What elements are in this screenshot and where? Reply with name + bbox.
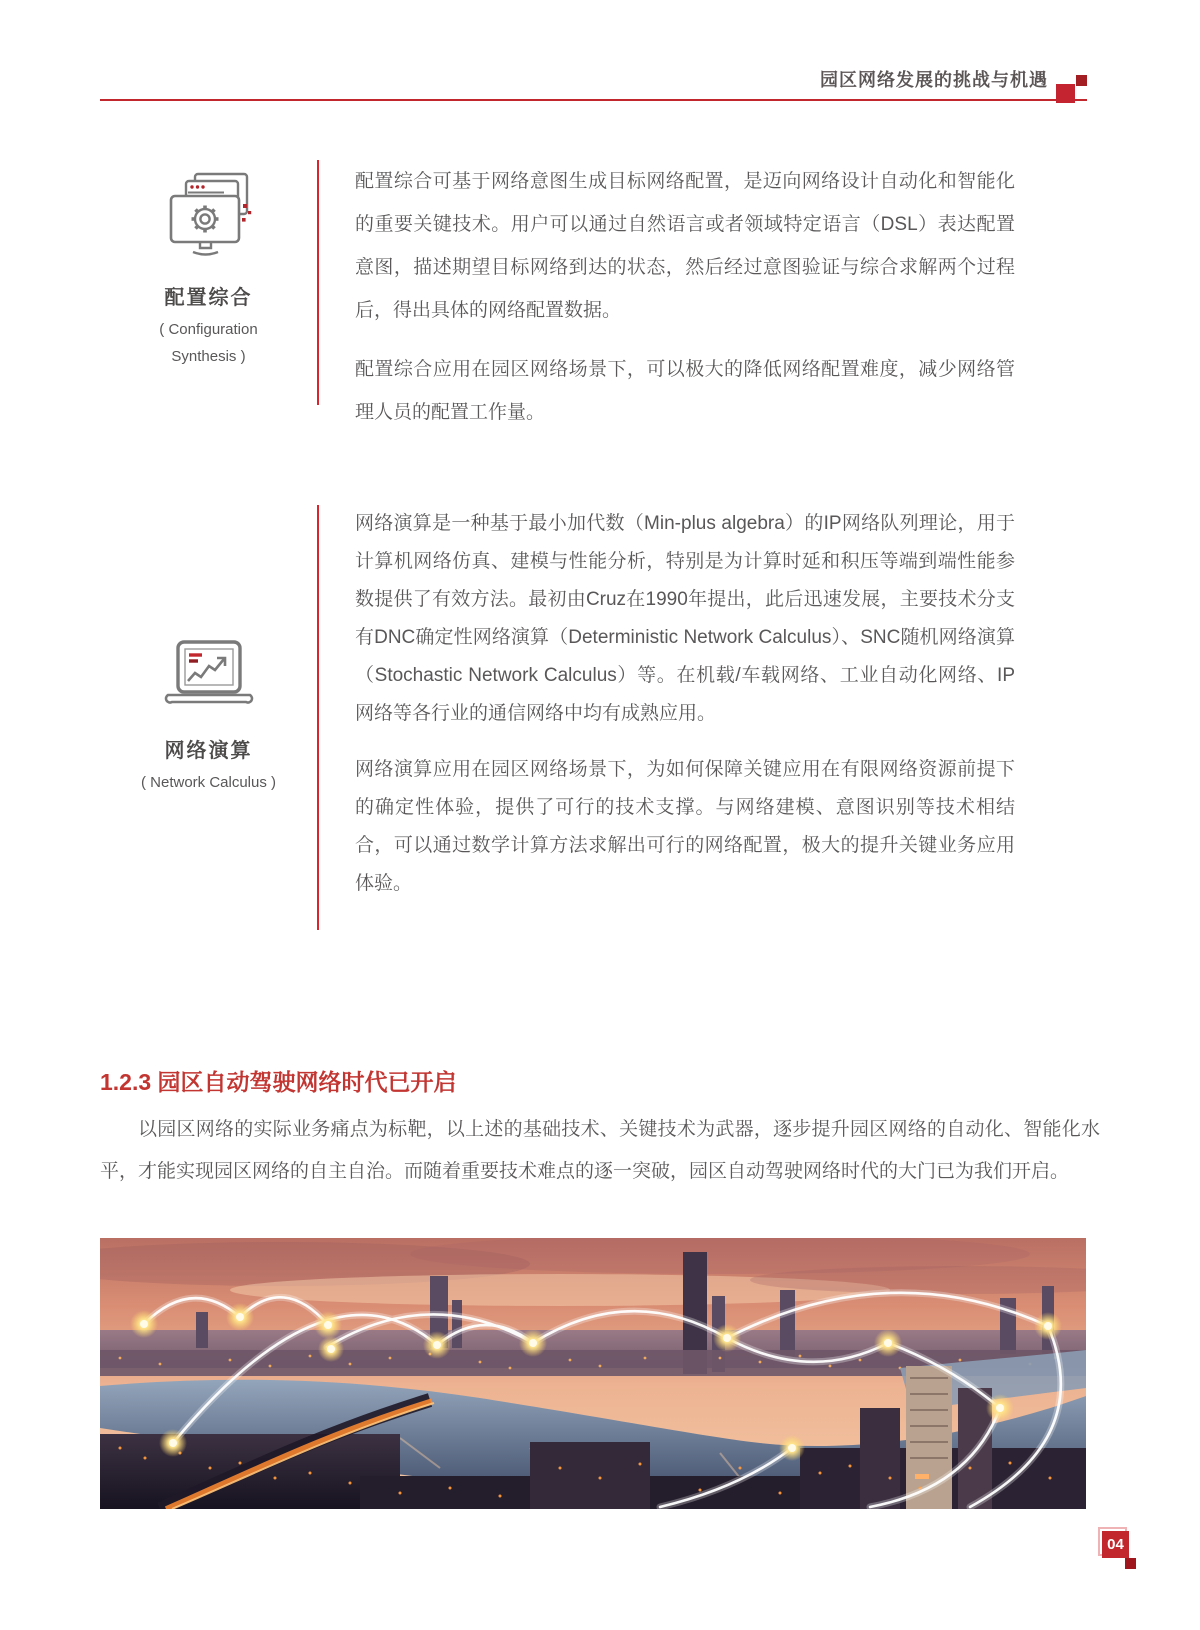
tech-item-network-calculus (100, 505, 1100, 930)
tech-paragraphs (355, 160, 1015, 434)
tech-title-en: ( Configuration Synthesis ) (159, 321, 258, 365)
red-divider (317, 505, 319, 930)
section-heading: 1.2.3 园区自动驾驶网络时代已开启 (100, 1069, 457, 1096)
paragraph: 配置综合应用在园区网络场景下，可以极大的降低网络配置难度，减少网络管理人员的配置工作量。 (355, 359, 1015, 423)
paragraph: 网络演算应用在园区网络场景下，为如何保障关键应用在有限网络资源前提下的确定性体验，提供了可行的技术支撑。与网络建模、意图识别等技术相结合，可以通过数学计算方法求解出可行的网络配置，极大的提升关键业务应用体验。 (355, 759, 1015, 894)
tech-title-zh: 配置综合 (164, 287, 253, 309)
network-calculus-icon-column (100, 505, 317, 930)
header-rule (100, 99, 1087, 101)
tech-paragraphs (355, 505, 1015, 903)
section-body: 以园区网络的实际业务痛点为标靶，以上述的基础技术、关键技术为武器，逐步提升园区网络的自动化、智能化水平，才能实现园区网络的自主自治。而随着重要技术难点的逐一突破，园区自动驾驶网络时代的大门已为我们开启。 (100, 1119, 1100, 1182)
header-deco-square-big (1056, 84, 1075, 103)
configuration-synthesis-icon (163, 170, 255, 267)
running-header-title: 园区网络发展的挑战与机遇 (820, 70, 1048, 90)
page-number-badge (1098, 1527, 1140, 1571)
red-divider (317, 160, 319, 405)
network-calculus-icon (159, 639, 259, 720)
tech-item-configuration-synthesis (100, 160, 1100, 423)
page-badge-corner-square (1125, 1558, 1136, 1569)
tech-title-en: ( Network Calculus ) (140, 774, 277, 791)
city-network-illustration (100, 1238, 1086, 1509)
page-number: 04 (1102, 1531, 1129, 1558)
paragraph: 网络演算是一种基于最小加代数（Min-plus algebra）的IP网络队列理论，用于计算机网络仿真、建模与性能分析，特别是为计算时延和积压等端到端性能参数提供了有效方法。最初由Cruz在1990年提出，此后迅速发展，主要技术分支有DNC确定性网络演算（Deterministic Network Calculus）、SNC随机网络演算（Stochastic Network Calculus）等。在机载/车载网络、工业自动化网络、IP网络等各行业的通信网络中均有成熟应用。 (355, 513, 1015, 724)
city-network-photo (100, 1238, 1086, 1509)
configuration-synthesis-icon-column (100, 160, 317, 405)
paragraph: 配置综合可基于网络意图生成目标网络配置，是迈向网络设计自动化和智能化的重要关键技术。用户可以通过自然语言或者领域特定语言（DSL）表达配置意图，描述期望目标网络到达的状态，然后经过意图验证与综合求解两个过程后，得出具体的网络配置数据。 (355, 171, 1015, 321)
tech-title-zh: 网络演算 (164, 740, 253, 762)
header-deco-square-small (1076, 75, 1087, 86)
